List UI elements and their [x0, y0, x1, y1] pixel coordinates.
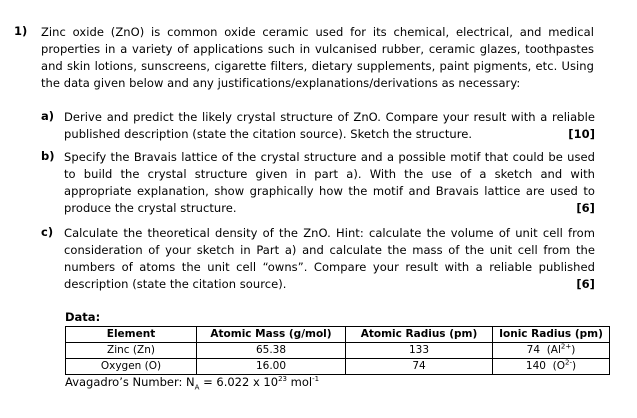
- cell-atomic-radius: 133: [346, 343, 493, 359]
- cell-element: Oxygen (O): [66, 359, 197, 375]
- table-row: [66, 359, 610, 375]
- part-b-label: b): [41, 149, 55, 163]
- part-a-text: [64, 109, 595, 143]
- ionic-charge: 2+: [560, 342, 572, 351]
- avogadro-label: Avagadro’s Number: N: [65, 375, 195, 389]
- ionic-ion: O: [556, 360, 565, 372]
- ionic-value: 74: [526, 344, 541, 356]
- part-c-body: Calculate the theoretical density of the ZnO. Hint: calculate the volume of unit cell from consideration of your sketch in Part a) and calculate the mass of the unit cell from the numbers of atoms the unit cell “owns”. Compare your result with a reliable published description (state the citation source).: [64, 226, 595, 291]
- header-ionic-radius: Ionic Radius (pm): [493, 327, 610, 343]
- header-atomic-mass: Atomic Mass (g/mol): [197, 327, 346, 343]
- part-b-marks: [6]: [576, 201, 595, 215]
- question-intro: Zinc oxide (ZnO) is common oxide ceramic used for its chemical, electrical, and medical properties in a variety of applications such in vulcanised rubber, ceramic glazes, toothpastes and skin lotions, sunscreens, cigarette filters, dietary supplements, paint pigments, etc. Using the data given below and any justifications/explanations/derivations as necessary:: [41, 25, 594, 90]
- element-data-table: [65, 326, 610, 375]
- part-c-marks: [6]: [576, 277, 595, 291]
- avogadro-unit: mol: [286, 375, 313, 389]
- avogadro-subscript: A: [194, 383, 200, 392]
- cell-element: Zinc (Zn): [66, 343, 197, 359]
- table-row: [66, 343, 610, 359]
- part-b-text: [64, 149, 595, 217]
- cell-ionic-radius: 140 $(O^{2-})$: [493, 359, 610, 375]
- cell-atomic-mass: 65.38: [197, 343, 346, 359]
- avogadro-unit-exponent: -1: [312, 375, 320, 384]
- part-b-body: Specify the Bravais lattice of the crystal structure and a possible motif that could be used to build the crystal structure given in part a). With the use of a sketch and with appropriate explanation, show graphically how the motif and Bravais lattice are used to produce the crystal structure.: [64, 150, 595, 215]
- cell-atomic-mass: 16.00: [197, 359, 346, 375]
- avogadro-exponent: 23: [278, 375, 287, 384]
- part-a-label: a): [41, 109, 55, 123]
- header-element: Element: [66, 327, 197, 343]
- data-label: Data:: [65, 310, 101, 324]
- table-header-row: [66, 327, 610, 343]
- avogadro-number: [65, 375, 320, 392]
- question-number: 1): [14, 24, 28, 38]
- avogadro-value: = 6.022 x 10: [199, 375, 279, 389]
- part-c-text: [64, 225, 595, 293]
- ionic-charge: 2-: [565, 358, 572, 367]
- ionic-ion: Al: [550, 344, 561, 356]
- cell-atomic-radius: 74: [346, 359, 493, 375]
- part-c-label: c): [41, 225, 54, 239]
- part-a-marks: [10]: [568, 127, 595, 141]
- header-atomic-radius: Atomic Radius (pm): [346, 327, 493, 343]
- ionic-value: 140: [525, 360, 546, 372]
- part-a-body: Derive and predict the likely crystal structure of ZnO. Compare your result with a reliable published description (state the citation source). Sketch the structure.: [64, 110, 595, 141]
- cell-ionic-radius: 74 $(Al^{2+})$: [493, 343, 610, 359]
